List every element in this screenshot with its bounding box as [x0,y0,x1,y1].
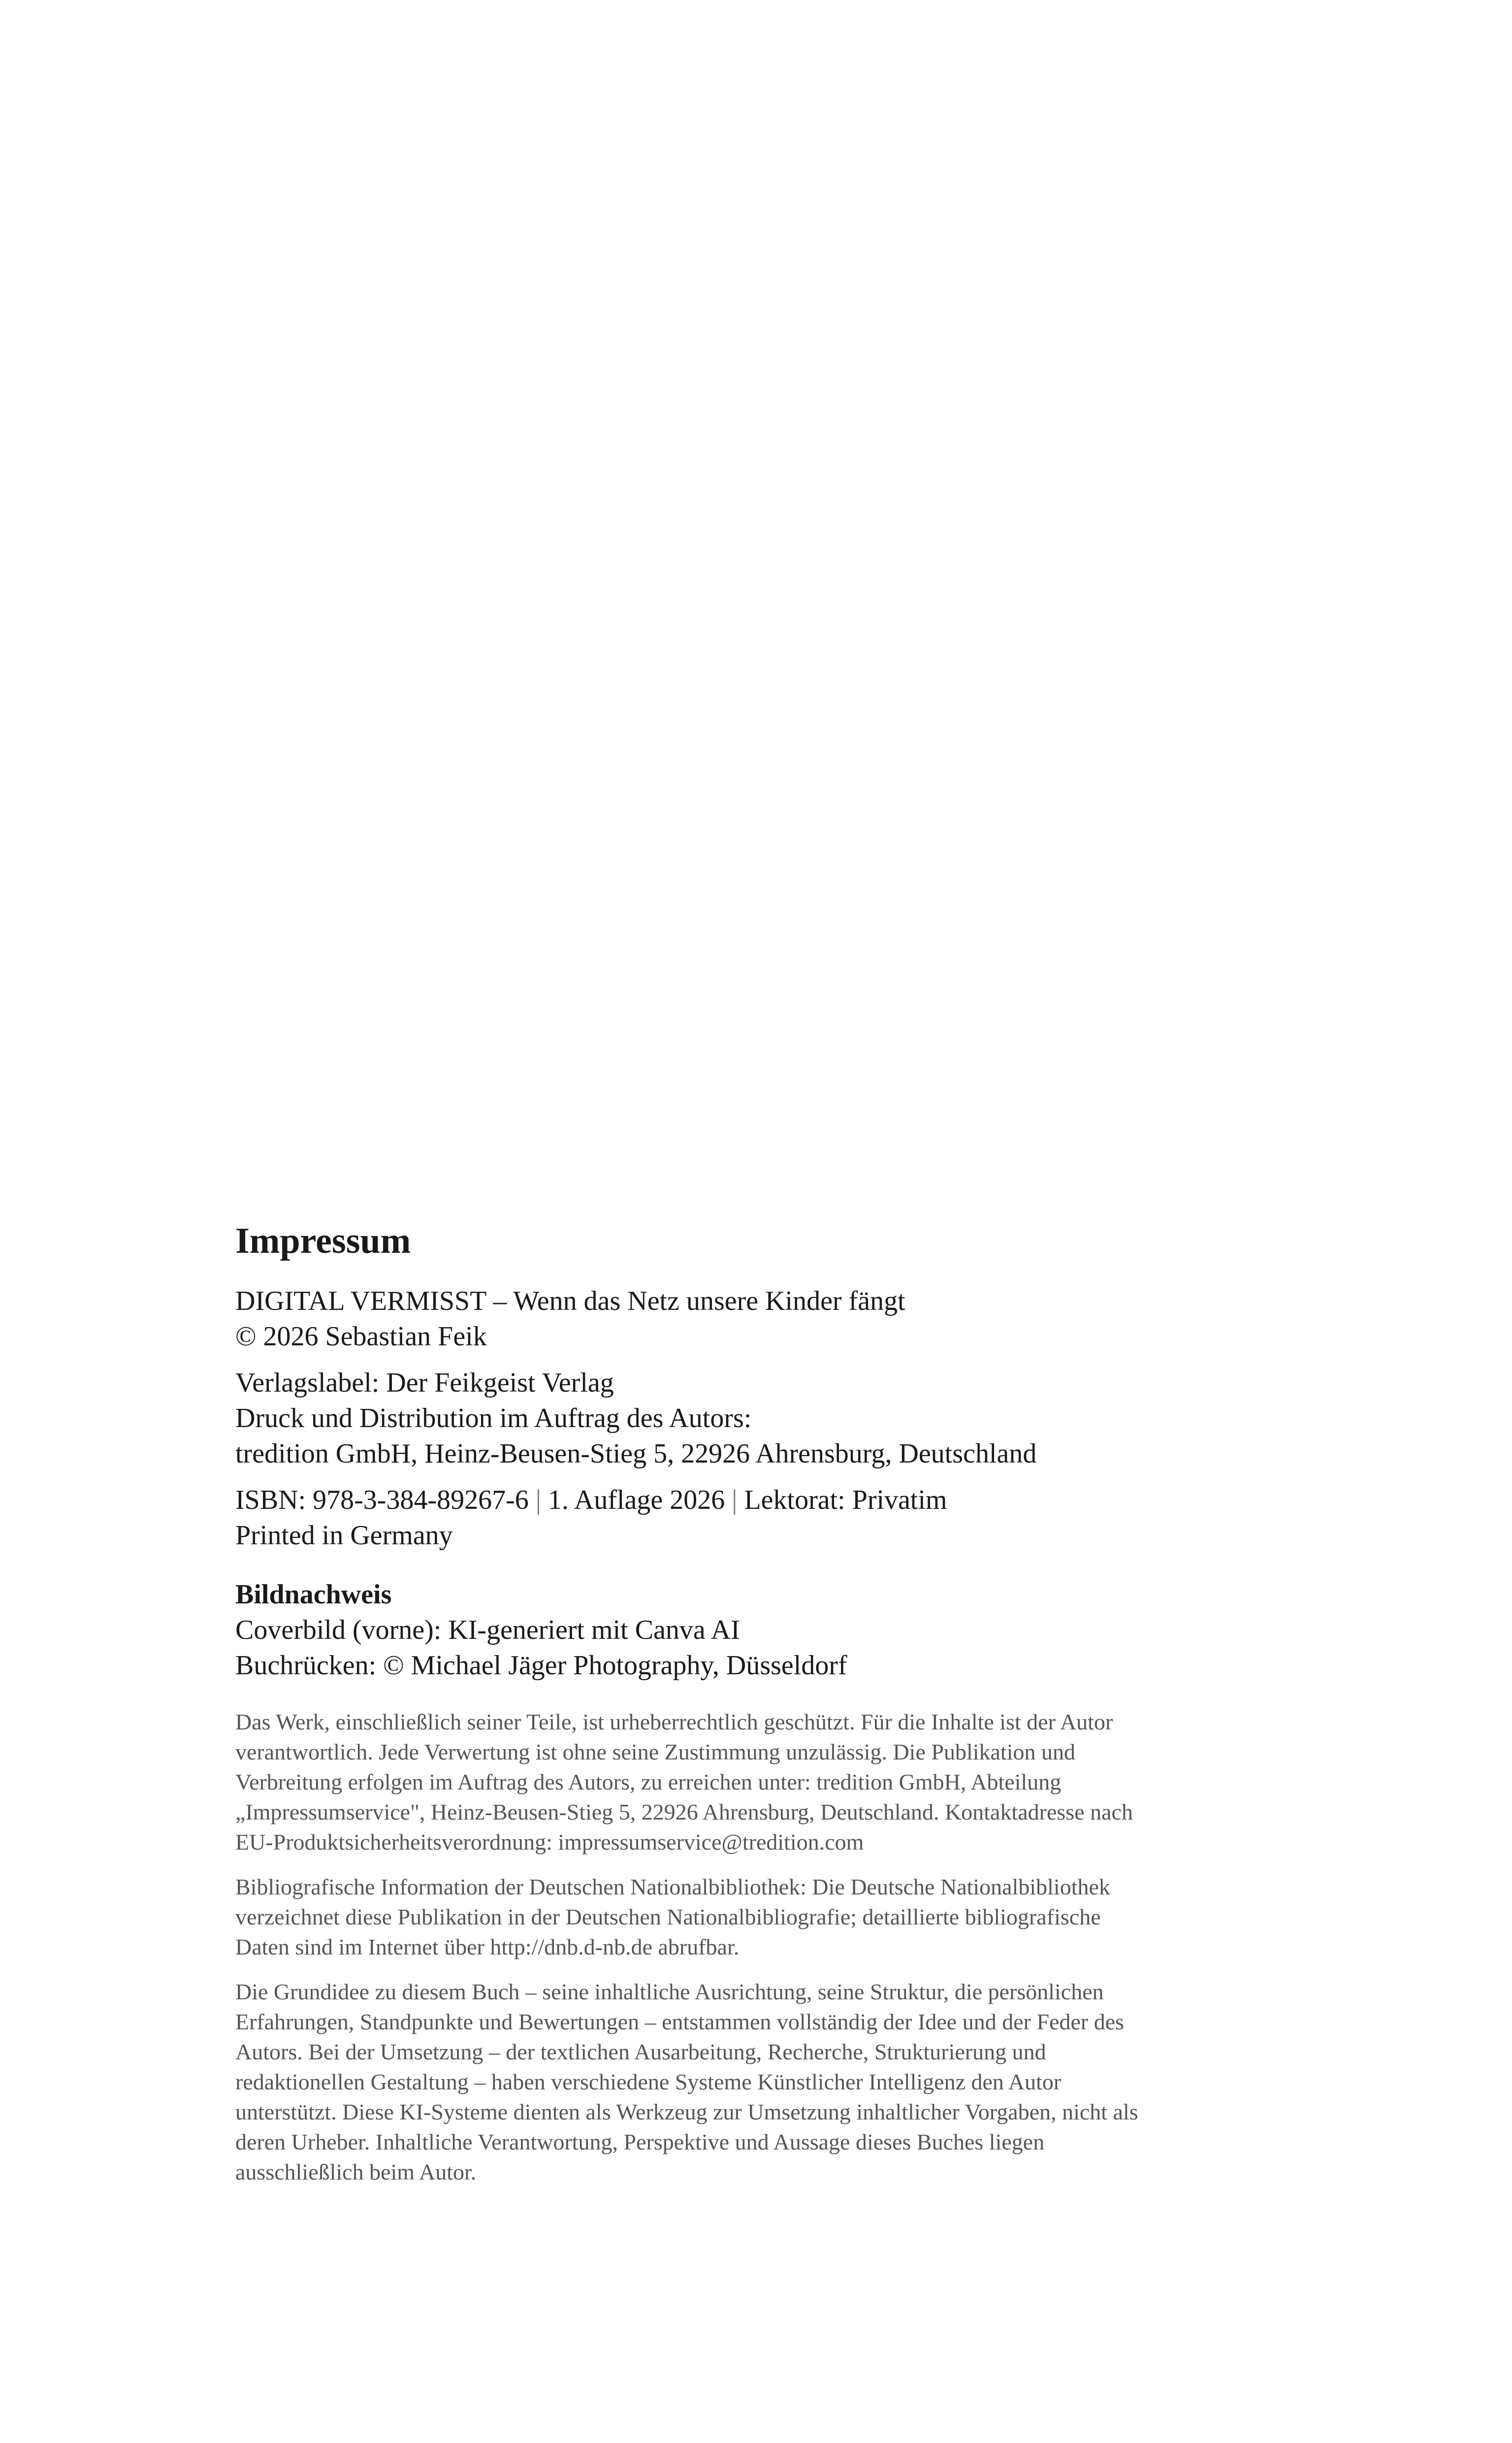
paragraph-line: deren Urheber. Inhaltliche Verantwortung, Perspektive und Aussage dieses Buches liegen [235,2129,1045,2154]
separator: | [732,1485,738,1515]
publisher-label: Verlagslabel: Der Feikgeist Verlag [235,1368,614,1398]
isbn-line [235,1482,1348,1518]
paragraph-line: Verbreitung erfolgen im Auftrag des Autors, zu erreichen unter: tredition GmbH, Abteilung [235,1769,1062,1794]
publisher-block [235,1365,1348,1471]
paragraph-line: redaktionellen Gestaltung – haben verschiedene Systeme Künstlicher Intelligenz den Autor [235,2069,1062,2094]
separator: | [535,1485,541,1515]
paragraph-line: Das Werk, einschließlich seiner Teile, ist urheberrechtlich geschützt. Für die Inhalte ist der Autor [235,1709,1113,1734]
dnb-paragraph [235,1872,1348,1962]
isbn-block [235,1482,1348,1553]
legal-paragraph [235,1707,1348,1857]
paragraph-line: „Impressumservice", Heinz-Beusen-Stieg 5, 22926 Ahrensburg, Deutschland. Kontaktadresse nach [235,1799,1133,1824]
distribution-address: tredition GmbH, Heinz-Beusen-Stieg 5, 22926 Ahrensburg, Deutschland [235,1438,1037,1469]
image-credits-heading: Bildnachweis [235,1579,392,1610]
edition: 1. Auflage 2026 [547,1485,725,1515]
paragraph-line: Autors. Bei der Umsetzung – der textlichen Ausarbeitung, Recherche, Strukturierung und [235,2039,1046,2064]
isbn: ISBN: 978-3-384-89267-6 [235,1485,529,1515]
copyright-line: © 2026 Sebastian Feik [235,1321,487,1352]
paragraph-line: ausschließlich beim Autor. [235,2159,477,2184]
printed-in: Printed in Germany [235,1520,453,1551]
image-credits-block [235,1577,1348,1683]
page-title: Impressum [235,1221,411,1261]
spine-credit: Buchrücken: © Michael Jäger Photography, Düsseldorf [235,1650,847,1681]
lektorat: Lektorat: Privatim [744,1485,947,1515]
book-info-block [235,1283,1348,1354]
ai-disclosure-paragraph [235,1977,1348,2187]
paragraph-line: Erfahrungen, Standpunkte und Bewertungen – entstammen vollständig der Idee und der Feder des [235,2009,1125,2034]
paragraph-line: Bibliografische Information der Deutschen Nationalbibliothek: Die Deutsche Nationalbibliothek [235,1874,1110,1899]
paragraph-line: verzeichnet diese Publikation in der Deutschen Nationalbibliografie; detaillierte bibliografische [235,1904,1101,1929]
book-title: DIGITAL VERMISST – Wenn das Netz unsere Kinder fängt [235,1286,905,1316]
paragraph-line: unterstützt. Diese KI-Systeme dienten als Werkzeug zur Umsetzung inhaltlicher Vorgaben, nicht als [235,2099,1138,2124]
cover-credit: Coverbild (vorne): KI-generiert mit Canva AI [235,1615,740,1645]
distribution-note: Druck und Distribution im Auftrag des Autors: [235,1403,752,1433]
paragraph-line: Daten sind im Internet über http://dnb.d-nb.de abrufbar. [235,1934,740,1959]
paragraph-line: Die Grundidee zu diesem Buch – seine inhaltliche Ausrichtung, seine Struktur, die persönlichen [235,1979,1104,2004]
paragraph-line: verantwortlich. Jede Verwertung ist ohne seine Zustimmung unzulässig. Die Publikation und [235,1739,1075,1764]
impressum-section [235,1216,1348,2187]
paragraph-line: EU-Produktsicherheitsverordnung: impressumservice@tredition.com [235,1829,864,1855]
